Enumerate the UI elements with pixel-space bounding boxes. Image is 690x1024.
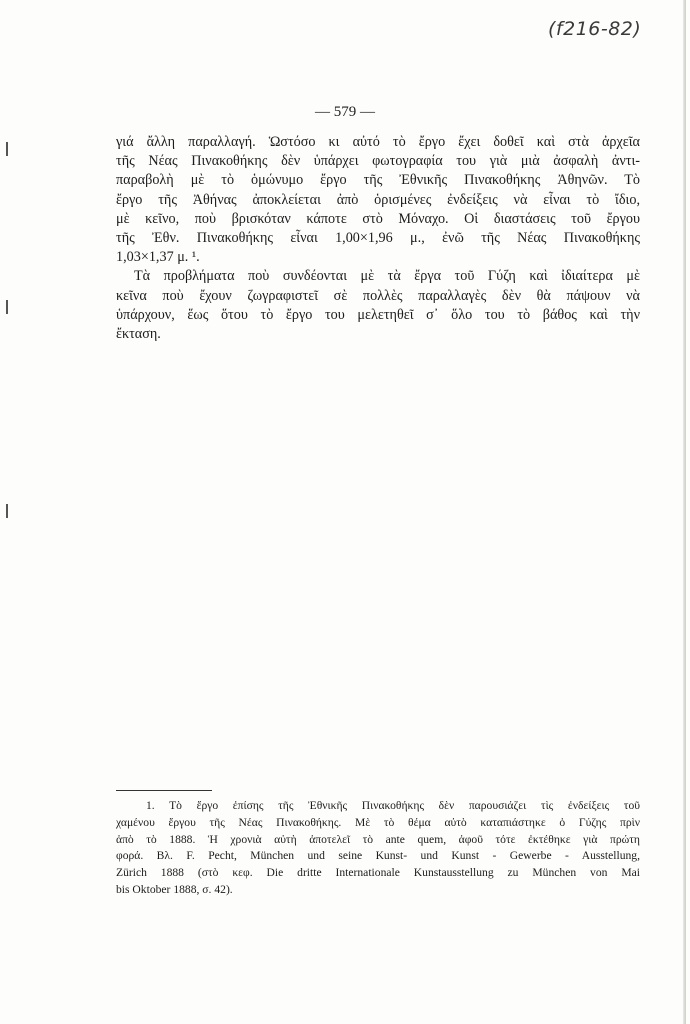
footnote-line: Zürich 1888 (στὸ κεφ. Die dritte Internationale Kunstausstellung zu München von Mai — [116, 866, 640, 880]
binder-hole-mark — [6, 300, 8, 314]
main-text — [116, 133, 640, 344]
page-number: — 579 — — [315, 104, 375, 120]
text-line: κεῖνα ποὺ ἔχουν ζωγραφιστεῖ σὲ πολλὲς παραλλαγὲς δὲν θὰ πάψουν νὰ — [116, 287, 640, 304]
footnote-line: χαμένου ἔργου τῆς Νέας Πινακοθήκης. Μὲ τὸ θέμα αὐτὸ καταπιάστηκε ὁ Γύζης πρὶν — [116, 815, 640, 829]
footnote — [116, 798, 640, 899]
text-line: Τὰ προβλήματα ποὺ συνδέονται μὲ τὰ ἔργα τοῦ Γύζη καὶ ἰδιαίτερα μὲ — [134, 268, 640, 285]
binder-hole-mark — [6, 504, 8, 518]
text-line: 1,03×1,37 μ. ¹. — [116, 249, 200, 266]
text-line: μὲ κεῖνο, ποὺ βρισκόταν κάποτε στὸ Μόναχο. Οἱ διαστάσεις τοῦ ἔργου — [116, 210, 640, 227]
footnote-line: ἀπὸ τὸ 1888. Ἡ χρονιὰ αὐτὴ ἀποτελεῖ τὸ ante quem, ἀφοῦ τότε ἐκτέθηκε γιὰ πρώτη — [116, 832, 640, 846]
footnote-line: bis Oktober 1888, σ. 42). — [116, 882, 233, 896]
page-edge-shadow — [683, 0, 686, 1024]
text-line: ἔργο τῆς Ἀθήνας ἀποκλείεται ἀπὸ ὁρισμένες ἐνδείξεις νὰ εἶναι τὸ ἴδιο, — [116, 191, 640, 208]
text-line: τῆς Νέας Πινακοθήκης δὲν ὑπάρχει φωτογραφία του γιὰ μιὰ ἀσφαλὴ ἀντι- — [116, 153, 640, 170]
footnote-separator — [116, 790, 212, 791]
text-line: τῆς Ἐθν. Πινακοθήκης εἶναι 1,00×1,96 μ., ἐνῶ τῆς Νέας Πινακοθήκης — [116, 230, 640, 247]
footnote-line: 1. Τὸ ἔργο ἐπίσης τῆς Ἐθνικῆς Πινακοθήκης δὲν παρουσιάζει τὶς ἐνδείξεις τοῦ — [146, 799, 640, 812]
text-line: ὑπάρχουν, ἕως ὅτου τὸ ἔργο του μελετηθεῖ σ᾽ ὅλο του τὸ βάθος καὶ τὴν — [116, 306, 640, 323]
text-line: ἔκταση. — [116, 326, 161, 343]
handwritten-archive-note: (f216-82) — [548, 18, 642, 40]
text-line: παραβολὴ μὲ τὸ ὁμώνυμο ἔργο τῆς Ἐθνικῆς Πινακοθήκης Ἀθηνῶν. Τὸ — [116, 172, 640, 189]
binder-hole-mark — [6, 142, 8, 156]
text-line: γιά ἄλλη παραλλαγή. Ὡστόσο κι αὐτό τὸ ἔργο ἔχει δοθεῖ καὶ στὰ ἀρχεῖα — [116, 134, 640, 150]
footnote-line: φορά. Βλ. F. Pecht, München und seine Kunst- und Kunst - Gewerbe - Ausstellung, — [116, 849, 640, 863]
